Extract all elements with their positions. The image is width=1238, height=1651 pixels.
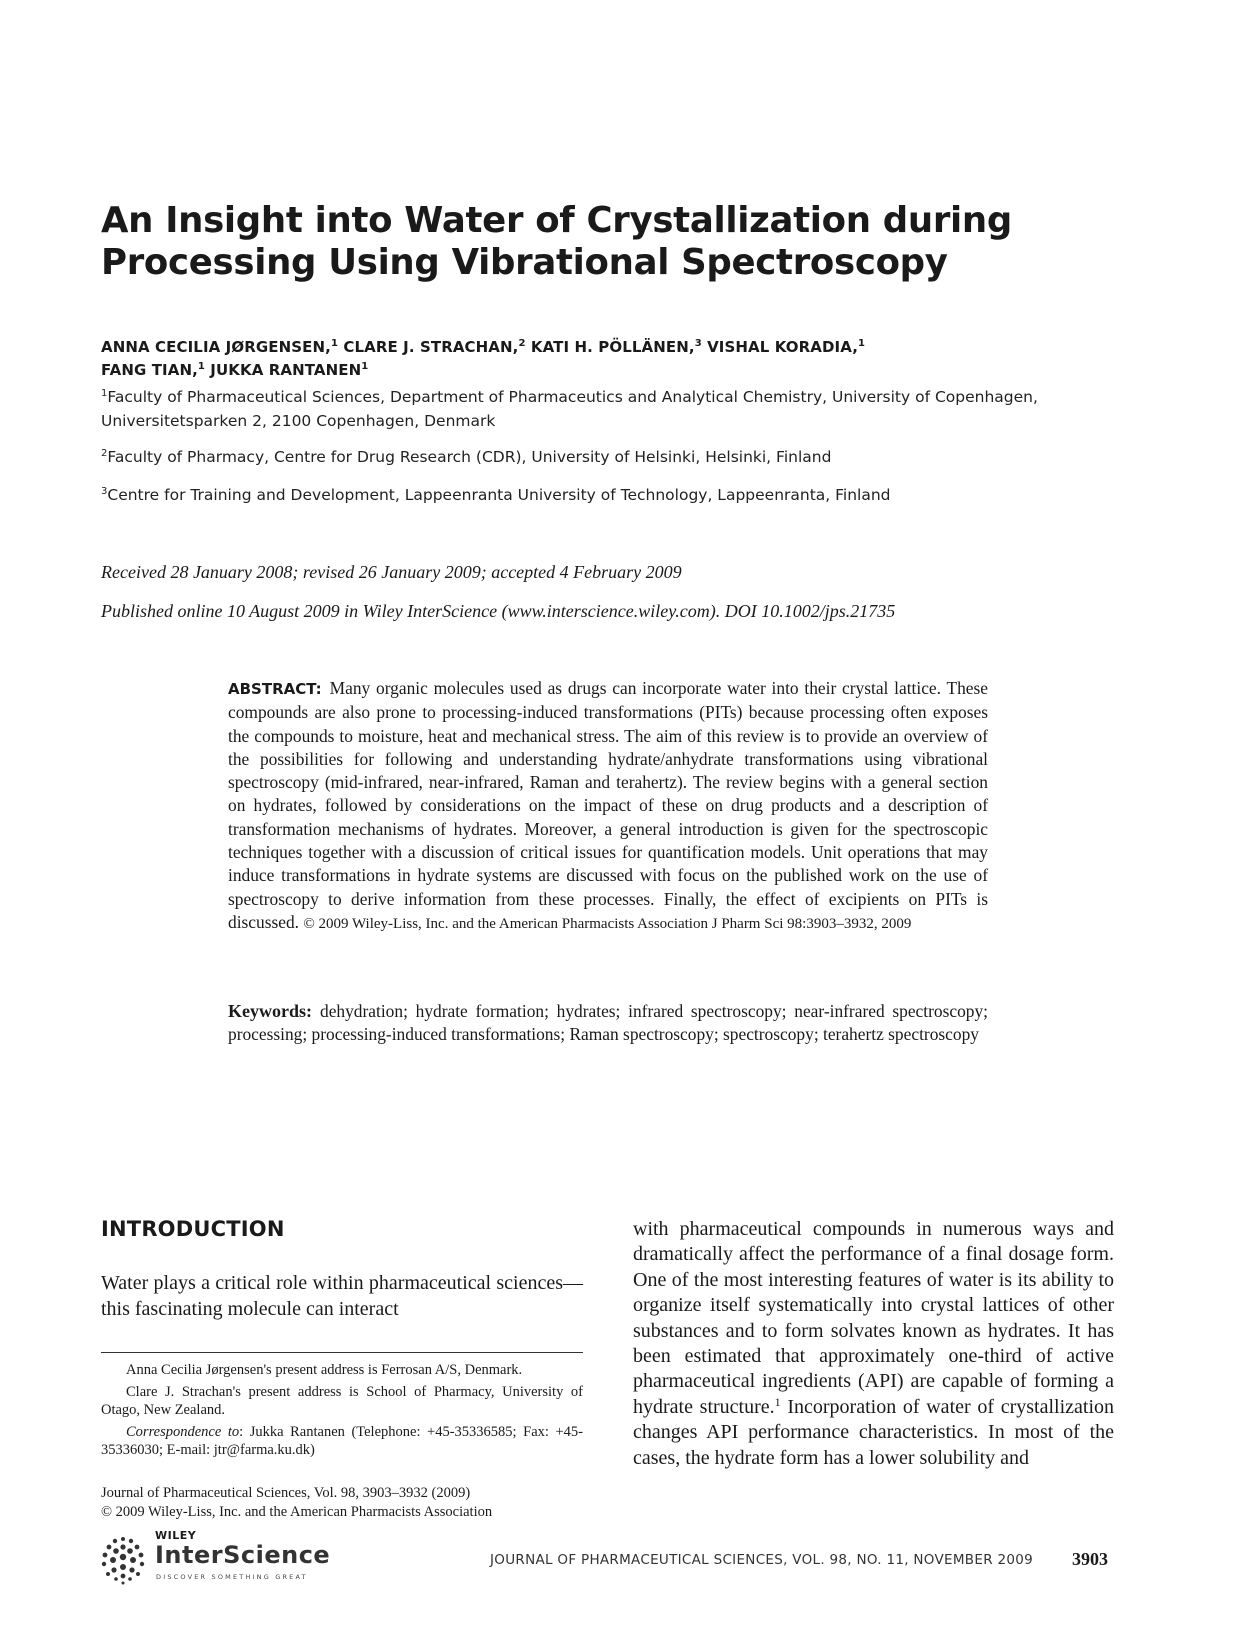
affiliation-text: Faculty of Pharmaceutical Sciences, Department of Pharmaceutics and Analytical Chemistry, University of Copenhagen, Universitetsparken 2, 2100 Copenhagen, Denmark [101, 388, 1038, 430]
affiliation-text: Faculty of Pharmacy, Centre for Drug Research (CDR), University of Helsinki, Helsinki, Finland [107, 448, 832, 466]
footnote: Clare J. Strachan's present address is School of Pharmacy, University of Otago, New Zealand. [101, 1383, 583, 1418]
abstract [228, 677, 988, 936]
affiliation [101, 483, 1141, 507]
correspondence-label: Correspondence to [126, 1423, 240, 1440]
article-title: An Insight into Water of Crystallization during Processing Using Vibrational Spectroscopy [101, 200, 1012, 283]
abstract-text: Many organic molecules used as drugs can incorporate water into their crystal lattice. These compounds are also prone to processing-induced transformations (PITs) because processing often exposes the compounds to moisture, heat and mechanical stress. The aim of this review is to provide an overview of the possibilities for following and understanding hydrate/anhydrate transformations using vibrational spectroscopy (mid-infrared, near-infrared, Raman and terahertz). The review begins with a general section on hydrates, followed by considerations on the impact of these on drug products and a description of transformation mechanisms of hydrates. Moreover, a general introduction is given for the spectroscopic techniques together with a discussion of critical issues for quantification models. Unit operations that may induce transformations in hydrate systems are discussed with focus on the published work on the use of spectroscopy to derive information from these processes. Finally, the effect of excipients on PITs is discussed. [228, 678, 988, 932]
author-name: VISHAL KORADIA, [707, 338, 858, 356]
intro-right-text-part: Incorporation of water of crystallization changes API performance characteristics. In most of the cases, the hydrate form has a lower solubility and [633, 1395, 1114, 1469]
footnotes [101, 1361, 583, 1463]
intro-right-text [633, 1217, 1114, 1471]
author-name: ANNA CECILIA JØRGENSEN, [101, 338, 331, 356]
affiliation-number: 1 [101, 388, 108, 399]
affiliation-marker: 1 [330, 338, 339, 349]
affiliation-marker: 3 [694, 338, 702, 349]
affiliation [101, 445, 1141, 469]
received-dates: Received 28 January 2008; revised 26 January 2009; accepted 4 February 2009 [101, 562, 682, 582]
logo-tagline: DISCOVER SOMETHING GREAT [156, 1573, 308, 1581]
footnote: Anna Cecilia Jørgensen's present address is Ferrosan A/S, Denmark. [126, 1362, 523, 1378]
section-heading: INTRODUCTION [101, 1217, 285, 1241]
page-number: 3903 [1072, 1549, 1108, 1569]
copyright-line: © 2009 Wiley-Liss, Inc. and the American Pharmacists Association [101, 1504, 493, 1520]
affiliation-marker: 2 [518, 338, 526, 349]
affiliation [101, 385, 1141, 433]
author-name: FANG TIAN, [101, 361, 198, 379]
affiliation-marker: 1 [197, 361, 205, 372]
interscience-wordmark: InterScience [155, 1541, 331, 1569]
journal-info [101, 1484, 583, 1522]
reference-marker: 1 [774, 1394, 781, 1409]
intro-right-text-part: with pharmaceutical compounds in numerous ways and dramatically affect the performance of a final dosage form. One of the most interesting features of water is its ability to organize itself systematically into crystal lattices of other substances and to form solvates known as hydrates. It has been estimated that approximately one-third of active pharmaceutical ingredients (API) are capable of forming a hydrate structure. [633, 1218, 1114, 1418]
affiliation-text: Centre for Training and Development, Lappeenranta University of Technology, Lappeenranta, Finland [107, 486, 891, 504]
abstract-label: ABSTRACT: [228, 680, 322, 698]
author-name: JUKKA RANTANEN [210, 361, 362, 379]
affiliation-number: 3 [101, 486, 108, 497]
running-footer: JOURNAL OF PHARMACEUTICAL SCIENCES, VOL. 98, NO. 11, NOVEMBER 2009 [490, 1552, 1034, 1568]
author-list [101, 336, 1121, 382]
wiley-interscience-logo [101, 1529, 341, 1591]
keywords-text: dehydration; hydrate formation; hydrates; infrared spectroscopy; near-infrared spectroscopy; processing; processing-induced transformations; Raman spectroscopy; spectroscopy; terahertz spectroscopy [228, 1001, 988, 1045]
affiliation-marker: 1 [361, 361, 369, 372]
abstract-citation: © 2009 Wiley-Liss, Inc. and the American Pharmacists Association J Pharm Sci 98:3903–3932, 2009 [303, 915, 912, 932]
intro-left-text: Water plays a critical role within pharmaceutical sciences—this fascinating molecule can interact [101, 1272, 583, 1320]
author-name: KATI H. PÖLLÄNEN, [530, 338, 695, 356]
journal-citation: Journal of Pharmaceutical Sciences, Vol. 98, 3903–3932 (2009) [101, 1485, 471, 1501]
wiley-dot-globe-icon [101, 1535, 145, 1585]
correspondence-text: : Jukka Rantanen (Telephone: +45-35336585; Fax: +45-35336030; E-mail: jtr@farma.ku.dk) [101, 1423, 583, 1458]
author-name: CLARE J. STRACHAN, [343, 338, 519, 356]
wiley-wordmark: WILEY [155, 1529, 197, 1542]
correspondence-footnote [101, 1423, 583, 1460]
keywords-label: Keywords: [228, 1001, 312, 1021]
keywords [228, 1000, 988, 1047]
affiliation-marker: 1 [858, 338, 866, 349]
footnote-divider [101, 1352, 583, 1353]
publication-info: Published online 10 August 2009 in Wiley InterScience (www.interscience.wiley.com). DOI 10.1002/jps.21735 [101, 601, 896, 621]
affiliation-number: 2 [101, 448, 108, 459]
